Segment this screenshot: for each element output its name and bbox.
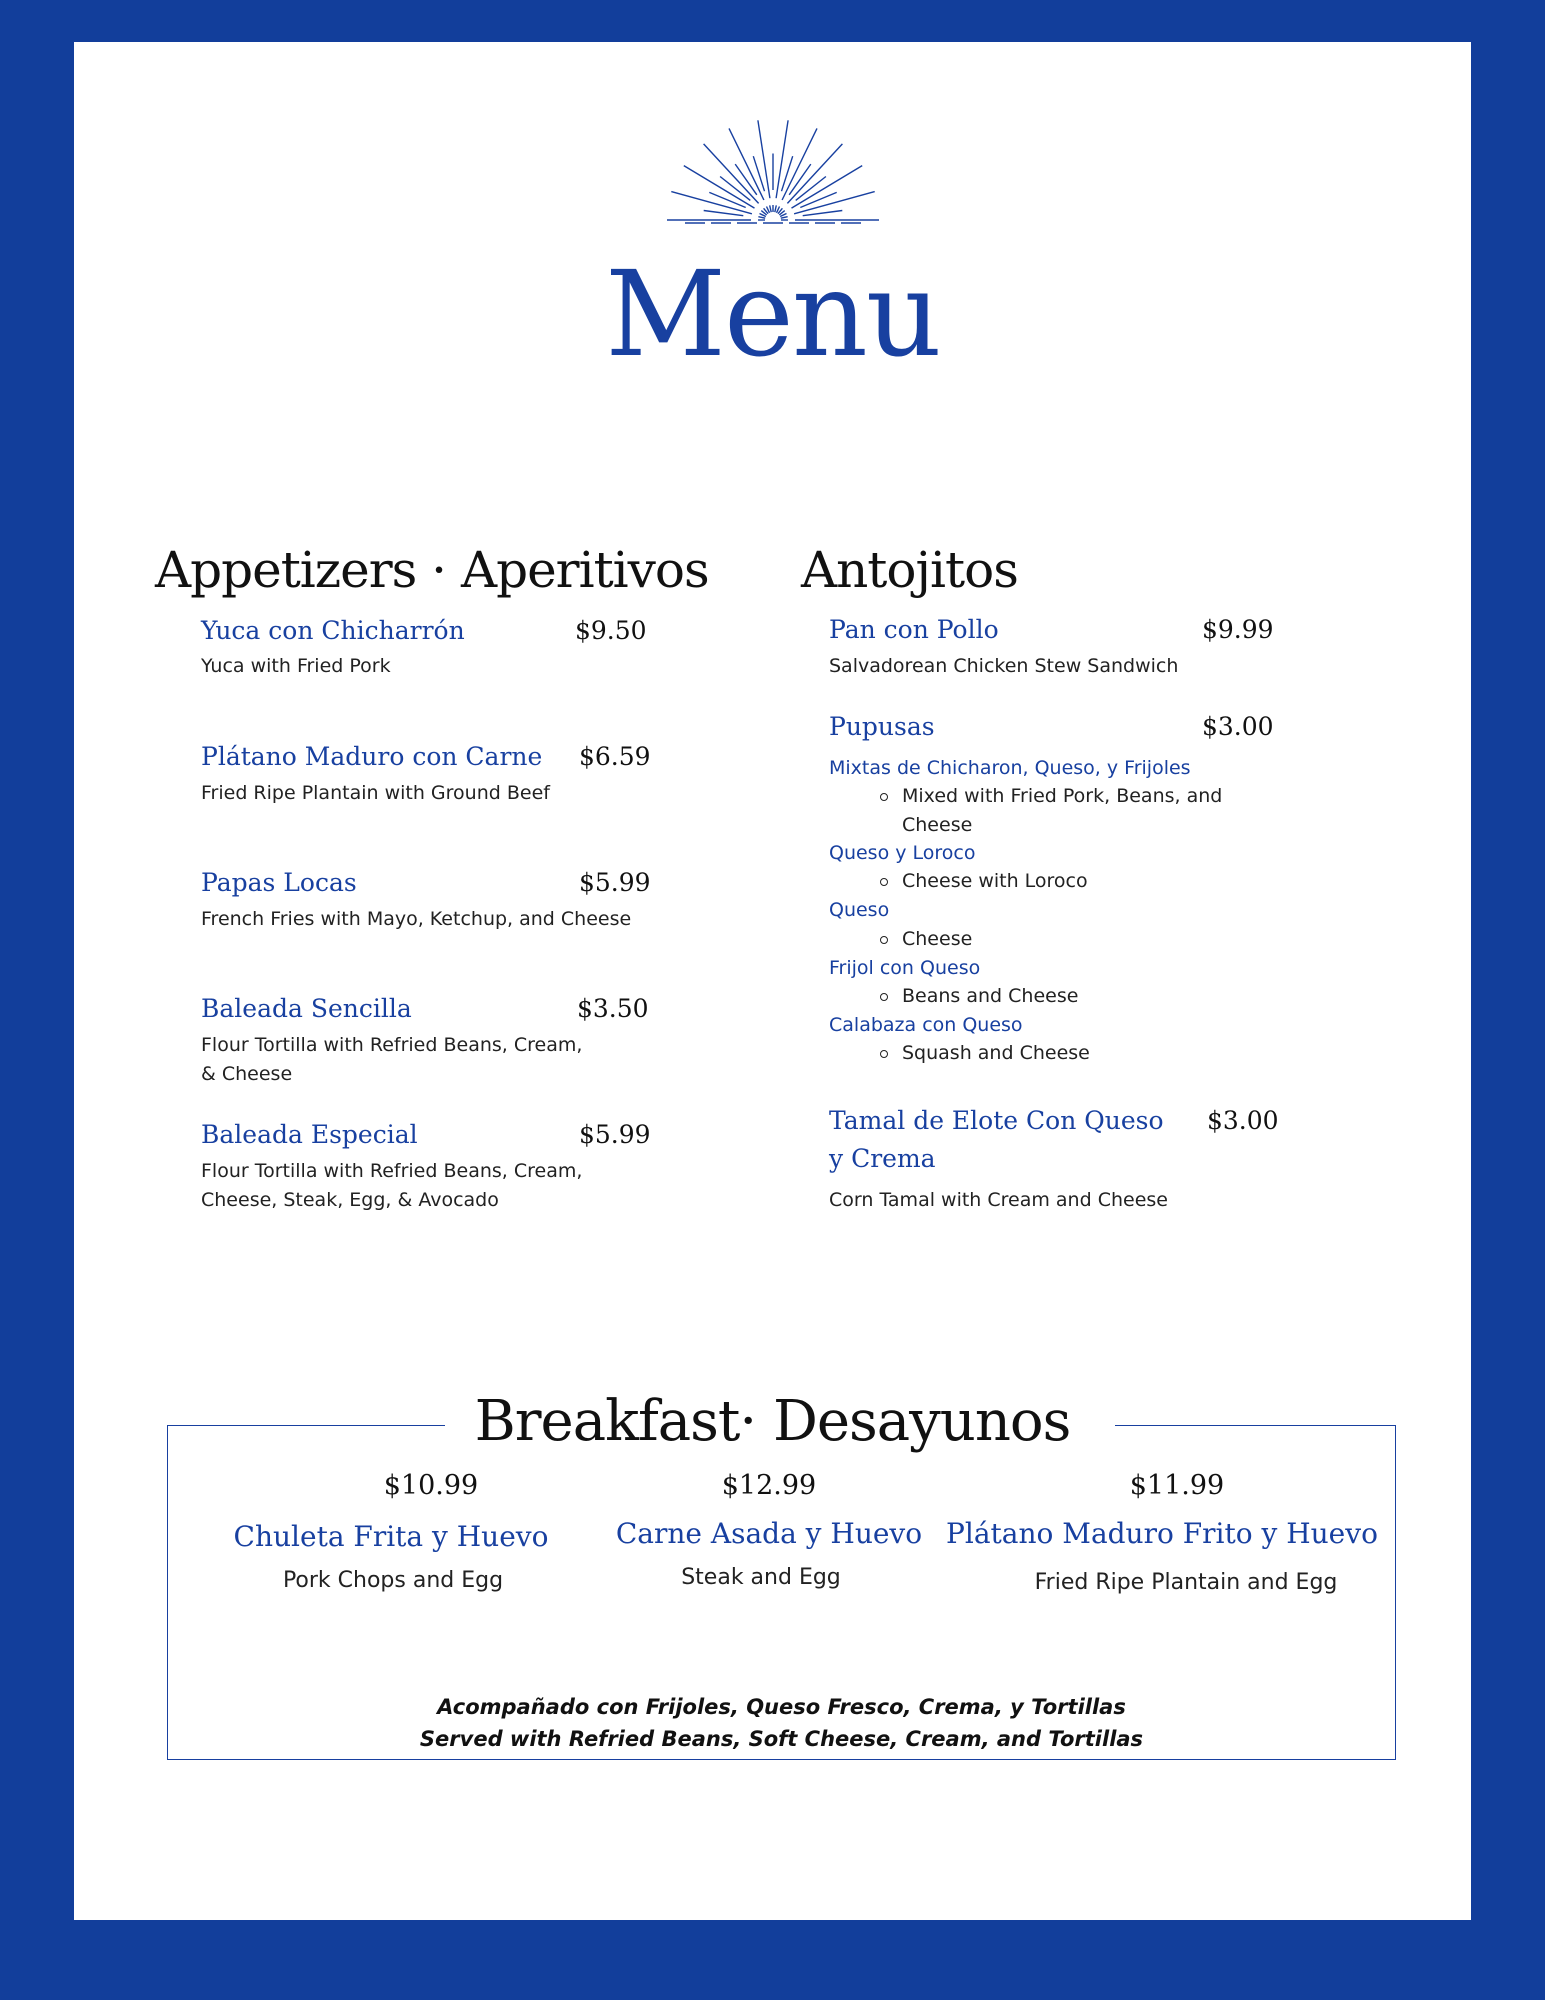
breakfast-item-name: Chuleta Frita y Huevo [233,1520,549,1553]
item-description: Corn Tamal with Cream and Cheese [829,1189,1168,1211]
pupusa-variant: Calabaza con Queso [829,1014,1023,1036]
appetizers-heading: Appetizers · Aperitivos [155,541,709,599]
pupusa-variant-description: Beans and Cheese [902,982,1232,1011]
breakfast-item-description: Fried Ripe Plantain and Egg [1034,1570,1338,1595]
item-name: Tamal de Elote Con Queso [829,1106,1164,1135]
pupusa-variant: Queso y Loroco [829,842,976,864]
item-price: $9.50 [575,616,647,645]
sunburst-icon [655,108,891,230]
pupusa-variant-description: Squash and Cheese [902,1039,1232,1068]
pupusa-variant-description: Mixed with Fried Pork, Beans, and Cheese [902,782,1232,840]
item-description: Salvadorean Chicken Stew Sandwich [829,655,1179,677]
item-name: Baleada Sencilla [201,994,412,1023]
item-price: $3.50 [577,994,649,1023]
pupusa-variant: Mixtas de Chicharon, Queso, y Frijoles [829,757,1191,779]
breakfast-price: $11.99 [1129,1470,1225,1501]
breakfast-item-name: Carne Asada y Huevo [615,1517,923,1550]
breakfast-item-description: Steak and Egg [681,1565,841,1590]
item-name: Yuca con Chicharrón [201,616,465,645]
pupusa-variant: Frijol con Queso [829,957,981,979]
item-price: $6.59 [579,742,651,771]
item-name: Pupusas [829,712,935,741]
breakfast-note-spanish: Acompañado con Frijoles, Queso Fresco, Crema, y Tortillas [437,1695,1126,1719]
item-description: Flour Tortilla with Refried Beans, Cream, & Cheese [201,1034,583,1085]
pupusa-variant: Queso [829,899,890,921]
item-name: Pan con Pollo [829,615,999,644]
breakfast-price: $10.99 [383,1470,479,1501]
breakfast-heading: Breakfast· Desayunos [474,1389,1071,1454]
item-price: $3.00 [1207,1106,1279,1135]
pupusa-variant-description: Cheese [902,925,1232,954]
item-description: Flour Tortilla with Refried Beans, Cream, Cheese, Steak, Egg, & Avocado [201,1160,583,1211]
item-name: Baleada Especial [201,1120,418,1149]
item-price: $5.99 [579,1120,651,1149]
item-description: French Fries with Mayo, Ketchup, and Cheese [201,908,632,930]
breakfast-item-name: Plátano Maduro Frito y Huevo [946,1517,1378,1550]
item-price: $3.00 [1202,712,1274,741]
item-description: Yuca with Fried Pork [201,655,391,677]
pupusa-variant-description: Cheese with Loroco [902,867,1232,896]
item-name: Papas Locas [201,868,357,897]
antojitos-heading: Antojitos [801,541,1018,599]
item-price: $9.99 [1202,615,1274,644]
item-price: $5.99 [579,868,651,897]
breakfast-item-description: Pork Chops and Egg [282,1568,504,1593]
breakfast-price: $12.99 [721,1470,817,1501]
breakfast-note-english: Served with Refried Beans, Soft Cheese, Cream, and Tortillas [419,1727,1144,1751]
item-description: Fried Ripe Plantain with Ground Beef [201,782,550,804]
item-name-continued: y Crema [829,1144,936,1173]
page-title: Menu [605,245,940,383]
item-name: Plátano Maduro con Carne [201,742,543,771]
